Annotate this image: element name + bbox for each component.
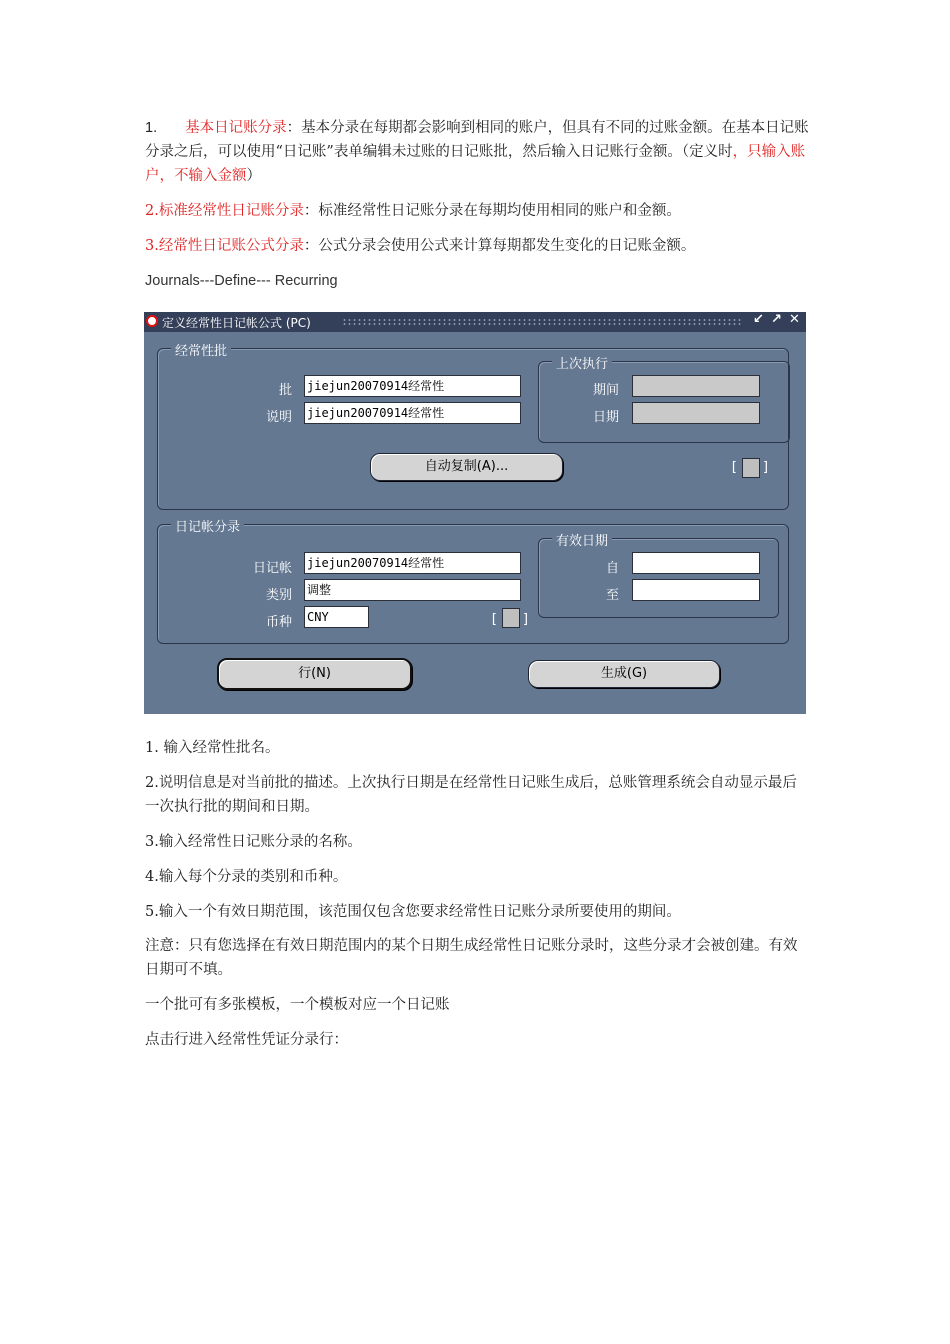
from-label: 自 (605, 561, 619, 576)
maximize-icon[interactable]: ↗ (771, 312, 782, 327)
navigation-path: Journals---Define--- Recurring (145, 273, 338, 289)
last-run-period-field (632, 375, 760, 397)
journal-bracket-open: [ (490, 612, 498, 627)
p3-title: 3.经常性日记账公式分录 (145, 238, 304, 254)
intro-paragraph-1 (145, 116, 810, 188)
p2-text: ：标准经常性日记账分录在每期均使用相同的账户和金额。 (303, 203, 681, 219)
category-label: 类别 (265, 588, 292, 603)
p3-text: ：公式分录会使用公式来计算每期都发生变化的日记账金额。 (303, 238, 696, 254)
currency-field[interactable]: CNY (304, 606, 369, 628)
close-icon[interactable]: ✕ (789, 312, 800, 327)
batch-name-field[interactable]: jiejun20070914经常性 (304, 375, 521, 397)
batch-flexfield-button[interactable] (742, 458, 760, 478)
p1-number: 1. (145, 120, 158, 136)
intro-paragraph-3 (145, 234, 810, 258)
intro-paragraph-2 (145, 199, 810, 223)
last-run-label: 上次执行 (552, 353, 612, 372)
generate-button[interactable]: 生成(G) (528, 660, 720, 688)
lines-instruction: 点击行进入经常性凭证分录行： (145, 1032, 348, 1048)
lines-button[interactable]: 行(N) (217, 658, 412, 690)
description-label: 说明 (265, 410, 292, 425)
journal-flexfield-button[interactable] (502, 608, 520, 628)
window-title: 定义经常性日记帐公式 (PC) (162, 316, 311, 330)
category-field[interactable]: 调整 (304, 579, 521, 601)
journal-name-field[interactable]: jiejun20070914经常性 (304, 552, 521, 574)
batch-group-label: 经常性批 (171, 340, 231, 359)
p1-text-end: ） (246, 168, 261, 184)
minimize-icon[interactable]: ↙ (753, 312, 764, 327)
journal-label: 日记帐 (252, 561, 292, 576)
step-4: 4.输入每个分录的类别和币种。 (145, 869, 348, 885)
p1-highlight: ，只输入账户，不输入金额 (145, 144, 806, 184)
step-2: 2.说明信息是对当前批的描述。上次执行日期是在经常性日记账生成后，总账管理系统会自动显示最后一次执行批的期间和日期。 (145, 775, 797, 815)
effective-from-field[interactable] (632, 552, 760, 574)
batch-label: 批 (278, 383, 292, 398)
titlebar-grip (342, 318, 742, 326)
p1-title: 基本日记账分录 (185, 120, 287, 136)
effective-to-field[interactable] (632, 579, 760, 601)
journal-bracket-close: ] (522, 612, 530, 627)
journal-entry-group-label: 日记帐分录 (171, 516, 244, 535)
p2-title: 2.标准经常性日记账分录 (145, 203, 304, 219)
autocopy-button[interactable]: 自动复制(A)... (370, 453, 563, 481)
to-label: 至 (605, 588, 619, 603)
currency-label: 币种 (265, 615, 292, 630)
description-field[interactable]: jiejun20070914经常性 (304, 402, 521, 424)
period-label: 期间 (592, 383, 619, 398)
last-run-date-field (632, 402, 760, 424)
batch-bracket-open: [ (730, 460, 738, 475)
step-3: 3.输入经常性日记账分录的名称。 (145, 834, 362, 850)
step-5: 5.输入一个有效日期范围，该范围仅包含您要求经常性日记账分录所要使用的期间。 (145, 904, 681, 920)
window-titlebar (144, 312, 806, 332)
step-1: 1. 输入经常性批名。 (145, 740, 280, 756)
batch-bracket-close: ] (762, 460, 770, 475)
note: 注意：只有您选择在有效日期范围内的某个日期生成经常性日记账分录时，这些分录才会被创建。有效日期可不填。 (145, 938, 798, 978)
oracle-logo-icon (146, 315, 158, 327)
date-label: 日期 (592, 410, 619, 425)
p1-text: ：基本分录在每期都会影响到相同的账户，但具有不同的过账金额。在基本日记账分录之后，可以使用“日记账”表单编辑未过账的日记账批，然后输入日记账行金额。（定义时 (145, 120, 809, 160)
effective-dates-group (538, 538, 779, 618)
effective-dates-label: 有效日期 (552, 530, 612, 549)
batch-template-note: 一个批可有多张模板，一个模板对应一个日记账 (145, 997, 450, 1013)
recurring-journal-window (144, 312, 806, 714)
